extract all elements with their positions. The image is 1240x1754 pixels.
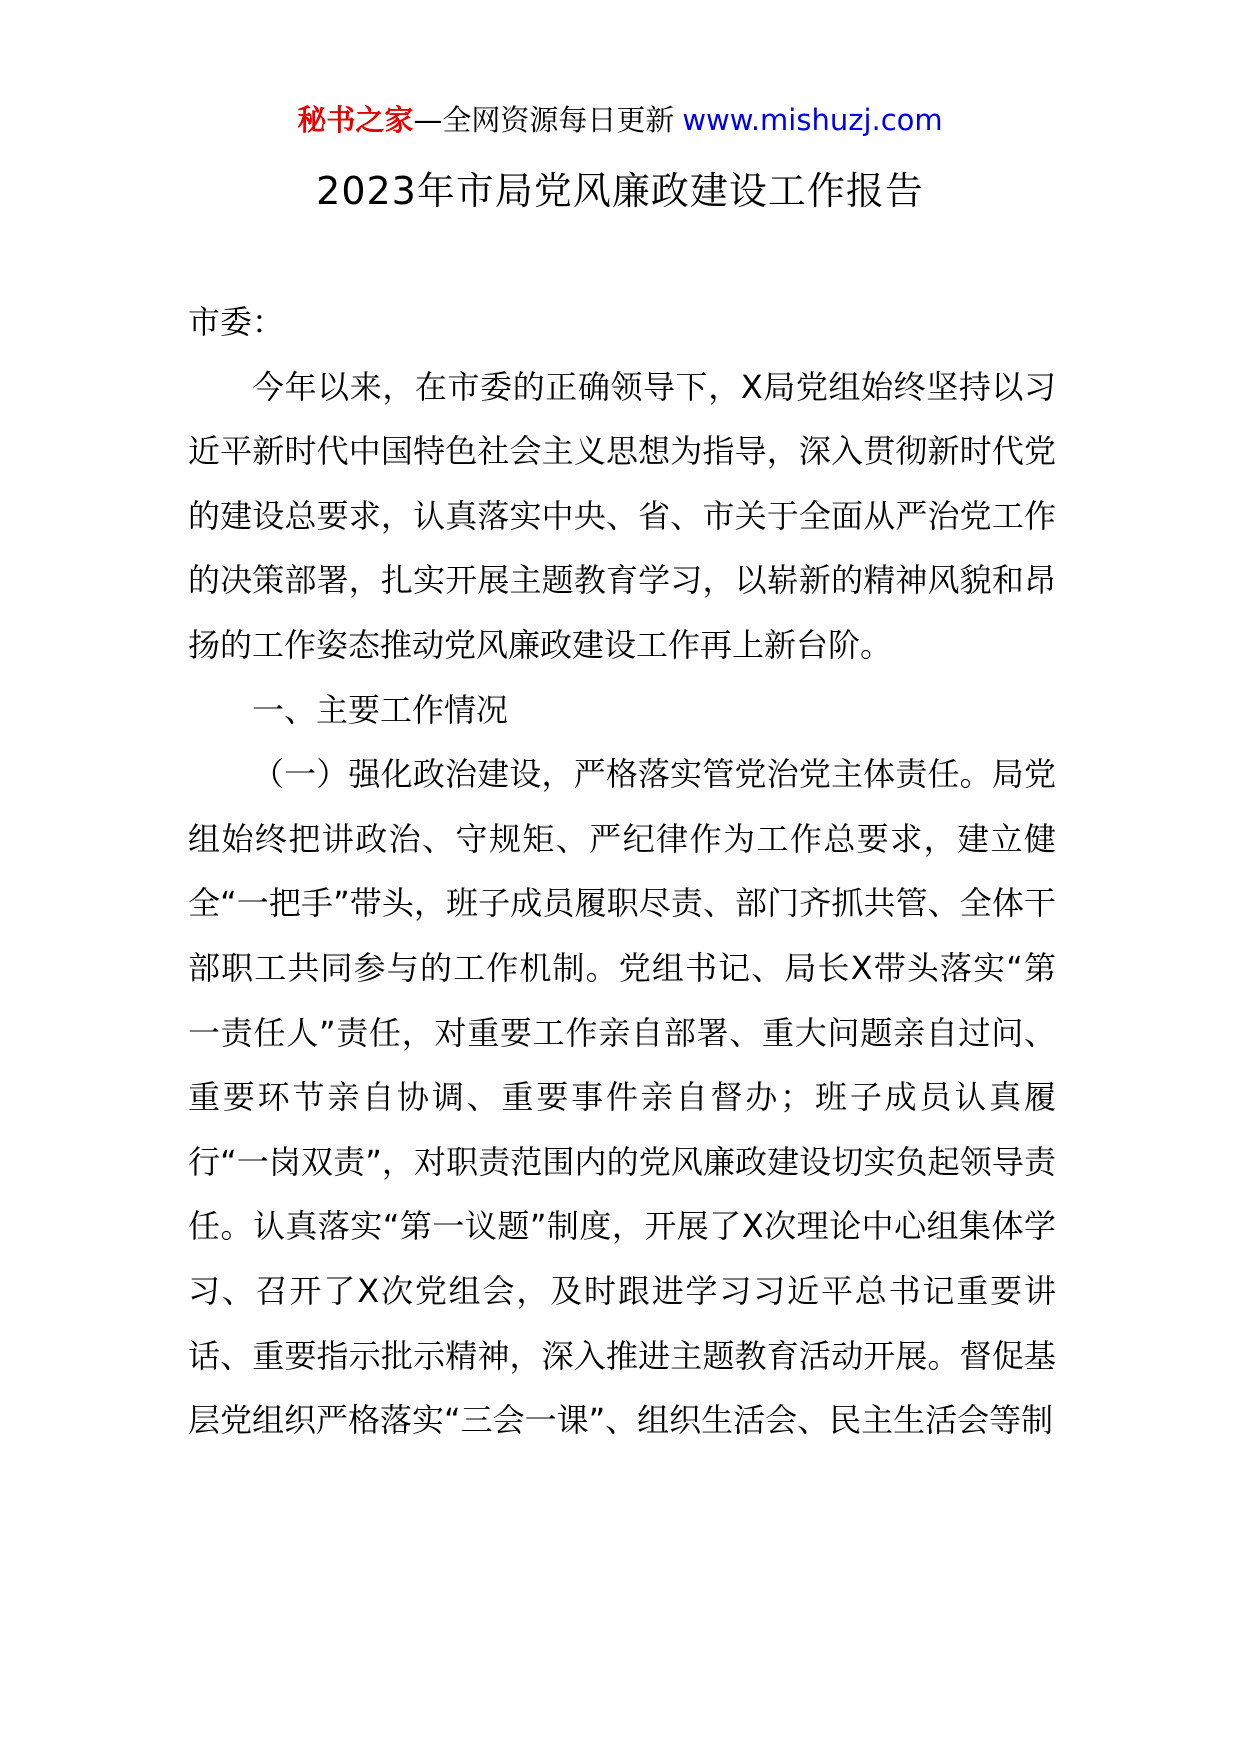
document-title: 2023年市局党风廉政建设工作报告 <box>316 169 924 213</box>
section-heading: 一、主要工作情况 <box>252 690 509 729</box>
intro-paragraph: 今年以来，在市委的正确领导下，X局党组始终坚持以习近平新时代中国特色社会主义思想为指导，深入贯彻新时代党的建设总要求，认真落实中央、省、市关于全面从严治党工作的决策部署，扎实开展主题教育学习，以崭新的精神风貌和昂扬的工作姿态推动党风廉政建设工作再上新台阶。 <box>188 367 1056 664</box>
site-brand: 秘书之家 <box>297 103 414 137</box>
document-body <box>188 290 1056 1453</box>
site-banner <box>0 100 1240 140</box>
site-tagline: —全网资源每日更新 <box>413 103 675 137</box>
body-paragraph: （一）强化政治建设，严格落实管党治党主体责任。局党组始终把讲政治、守规矩、严纪律作为工作总要求，建立健全“一把手”带头，班子成员履职尽责、部门齐抓共管、全体干部职工共同参与的工作机制。党组书记、局长X带头落实“第一责任人”责任，对重要工作亲自部署、重大问题亲自过问、重要环节亲自协调、重要事件亲自督办；班子成员认真履行“一岗双责”，对职责范围内的党风廉政建设切实负起领导责任。认真落实“第一议题”制度，开展了X次理论中心组集体学习、召开了X次党组会，及时跟进学习习近平总书记重要讲话、重要指示批示精神，深入推进主题教育活动开展。督促基层党组织严格落实“三会一课”、组织生活会、民主生活会等制 <box>188 755 1056 1440</box>
site-url-link[interactable]: www.mishuzj.com <box>682 103 943 137</box>
salutation: 市委： <box>188 303 285 341</box>
